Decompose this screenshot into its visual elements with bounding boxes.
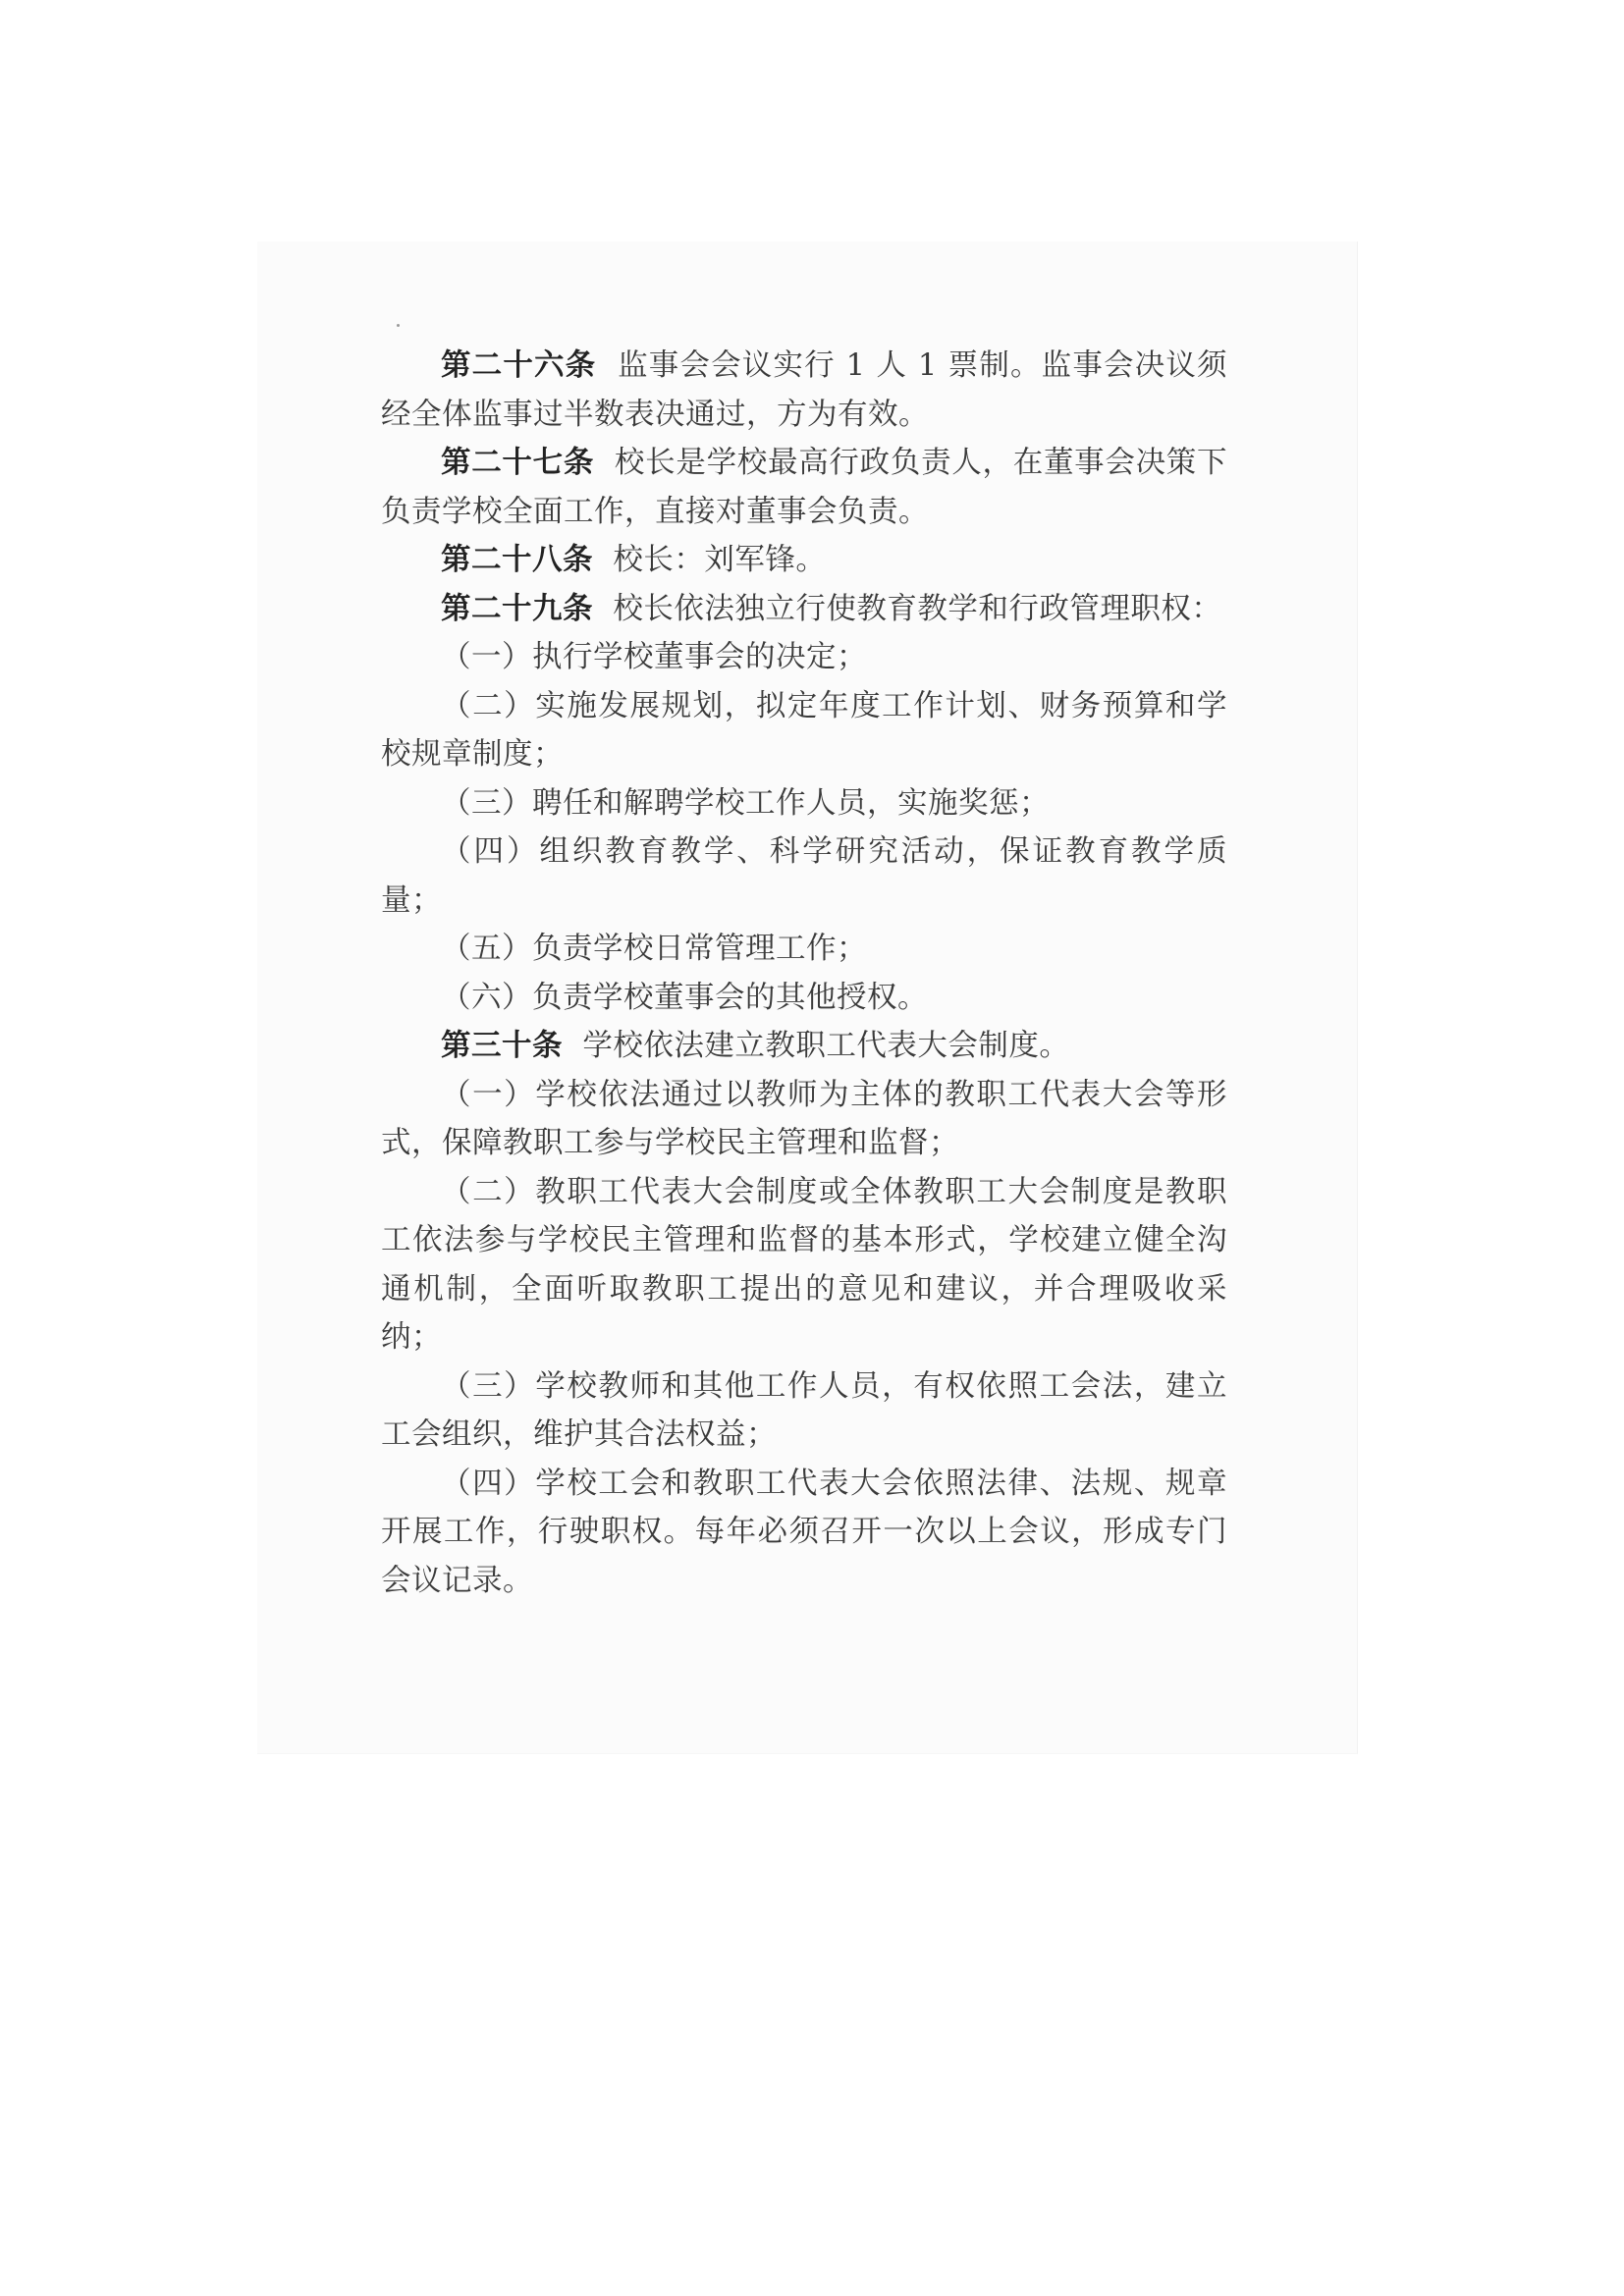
article-heading: 第二十七条 xyxy=(441,445,595,480)
list-item: （二）实施发展规划，拟定年度工作计划、财务预算和学校规章制度； xyxy=(381,688,1227,772)
list-item: （六）负责学校董事会的其他授权。 xyxy=(441,980,928,1015)
list-item: （四）学校工会和教职工代表大会依照法律、法规、规章开展工作，行驶职权。每年必须召开一次以上会议，形成专门会议记录。 xyxy=(381,1466,1227,1598)
article-text: 校长：刘军锋。 xyxy=(613,543,827,577)
article-heading: 第二十九条 xyxy=(441,590,593,626)
list-item: （三）聘任和解聘学校工作人员，实施奖惩； xyxy=(441,785,1050,821)
article-27 xyxy=(381,439,1227,536)
article-29 xyxy=(381,585,1227,634)
article-heading: 第二十六条 xyxy=(441,347,597,383)
list-item: （五）负责学校日常管理工作； xyxy=(441,932,867,966)
list-item: （四）组织教育教学、科学研究活动，保证教育教学质量； xyxy=(381,834,1227,918)
article-text: 校长是学校最高行政负责人，在董事会决策下负责学校全面工作，直接对董事会负责。 xyxy=(381,446,1228,529)
list-item: （三）学校教师和其他工作人员，有权依照工会法，建立工会组织，维护其合法权益； xyxy=(381,1368,1227,1452)
article-30 xyxy=(381,1022,1227,1071)
article-text: 学校依法建立教职工代表大会制度。 xyxy=(582,1029,1070,1063)
list-item: （一）执行学校董事会的决定； xyxy=(441,640,867,674)
article-heading: 第三十条 xyxy=(441,1028,563,1063)
list-item: （二）教职工代表大会制度或全体教职工大会制度是教职工依法参与学校民主管理和监督的基本形式，学校建立健全沟通机制，全面听取教职工提出的意见和建议，并合理吸收采纳； xyxy=(381,1174,1227,1355)
article-26 xyxy=(381,342,1227,439)
article-text: 校长依法独立行使教育教学和行政管理职权： xyxy=(613,591,1222,626)
list-item: （一）学校依法通过以教师为主体的教职工代表大会等形式，保障教职工参与学校民主管理和监督； xyxy=(381,1077,1227,1160)
article-heading: 第二十八条 xyxy=(441,542,593,577)
article-text: 监事会会议实行 1 人 1 票制。监事会决议须经全体监事过半数表决通过，方为有效。 xyxy=(381,348,1228,432)
document-body xyxy=(381,342,1227,1605)
scan-speck xyxy=(397,324,400,327)
article-28 xyxy=(381,536,1227,585)
